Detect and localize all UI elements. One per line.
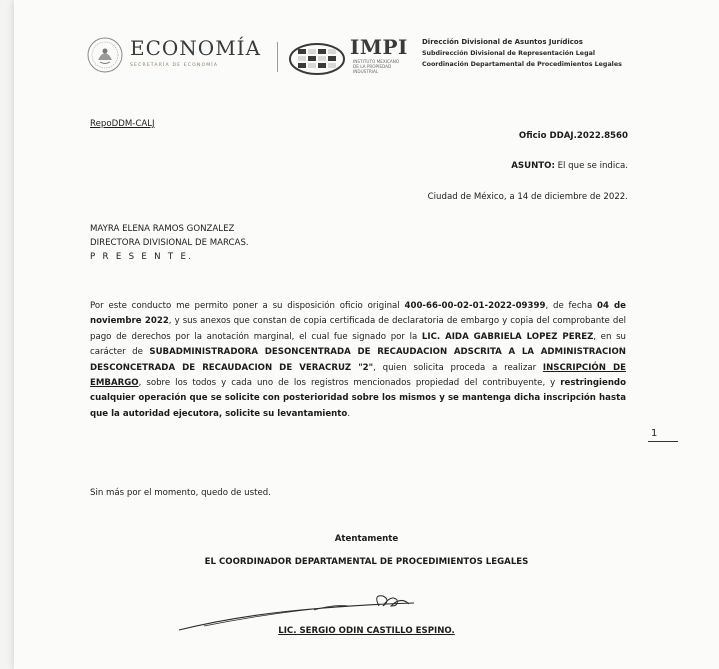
page-number-line	[648, 441, 678, 442]
para-oficio-number: 400-66-00-02-01-2022-09399	[404, 301, 546, 311]
recipient-presente: P R E S E N T E.	[90, 252, 194, 262]
para-text-4: , en su carácter de	[90, 331, 626, 358]
header-divider	[277, 42, 278, 72]
impi-subtitle-line-2: DE LA PROPIEDAD	[353, 64, 392, 70]
reference-code: RepoDDM-CALJ	[90, 119, 155, 129]
impi-title: IMPI	[350, 35, 408, 59]
oficio-number: Oficio DDAJ.2022.8560	[518, 131, 628, 141]
closing-text: Sin más por el momento, quedo de usted.	[90, 488, 271, 498]
recipient-block	[90, 222, 249, 264]
atentamente: Atentamente	[334, 534, 399, 544]
para-text-6: , sobre los todos y cada uno de los registros mencionados propiedad del contribuyente, y	[138, 378, 561, 389]
page-number: 1	[651, 428, 658, 439]
para-restriction: restringiendo cualquier operación que se solicite con posterioridad sobre los mismos y se mantenga dicha inscripción hasta que la autoridad ejecutora, solicite su levantamiento	[90, 378, 626, 419]
para-text-5: , quien solicita proceda a realizar	[373, 362, 543, 373]
division-line-2: Subdirección Divisional de Representación Legal	[422, 50, 595, 57]
para-signatory: LIC. AIDA GABRIELA LOPEZ PEREZ	[421, 331, 594, 342]
document-page	[14, 0, 719, 669]
division-line-3: Coordinación Departamental de Procedimientos Legales	[422, 61, 622, 68]
body-paragraph	[90, 299, 626, 422]
para-text-3: , y sus anexos que constan de copia certificada de declaratoria de embargo y copia del comprobante del pago de derechos por la anotación marginal, el cual fue signado por la	[90, 316, 626, 342]
economia-subtitle: SECRETARÍA DE ECONOMÍA	[130, 63, 219, 68]
recipient-name: MAYRA ELENA RAMOS GONZALEZ	[90, 224, 235, 234]
para-inscripcion: INSCRIPCIÓN DE EMBARGO	[90, 362, 626, 389]
para-role: SUBADMINISTRADORA DESONCENTRADA DE RECAUDACION ADSCRITA A LA ADMINISTRACION DESCONCETRADA DE RECAUDACION DE VERACRUZ "2"	[90, 347, 626, 373]
para-text-2: , de fecha	[545, 301, 598, 311]
asunto-line	[511, 161, 628, 171]
coordinator-title: EL COORDINADOR DEPARTAMENTAL DE PROCEDIMIENTOS LEGALES	[204, 557, 529, 567]
national-seal-icon	[86, 36, 124, 74]
economia-title: ECONOMÍA	[130, 36, 262, 60]
asunto-label: ASUNTO:	[511, 161, 555, 171]
impi-subtitle-line-1: INSTITUTO MEXICANO	[353, 59, 400, 64]
division-line-1: Dirección Divisional de Asuntos Jurídicos	[422, 38, 583, 46]
para-date: 04 de noviembre 2022	[90, 301, 627, 327]
para-text-7: .	[347, 408, 351, 419]
signer-name: LIC. SERGIO ODIN CASTILLO ESPINO.	[278, 626, 455, 636]
division-lines	[422, 37, 622, 70]
city-date: Ciudad de México, a 14 de diciembre de 2022.	[427, 192, 628, 202]
asunto-value: El que se indica.	[554, 161, 628, 171]
impi-subtitle	[353, 59, 403, 75]
signer-name-line	[14, 626, 719, 636]
para-text-1: Por este conducto me permito poner a su disposición oficio original	[90, 301, 405, 311]
recipient-title: DIRECTORA DIVISIONAL DE MARCAS.	[90, 238, 249, 248]
impi-subtitle-line-3: INDUSTRIAL	[353, 69, 379, 75]
impi-logo-icon	[288, 40, 346, 78]
